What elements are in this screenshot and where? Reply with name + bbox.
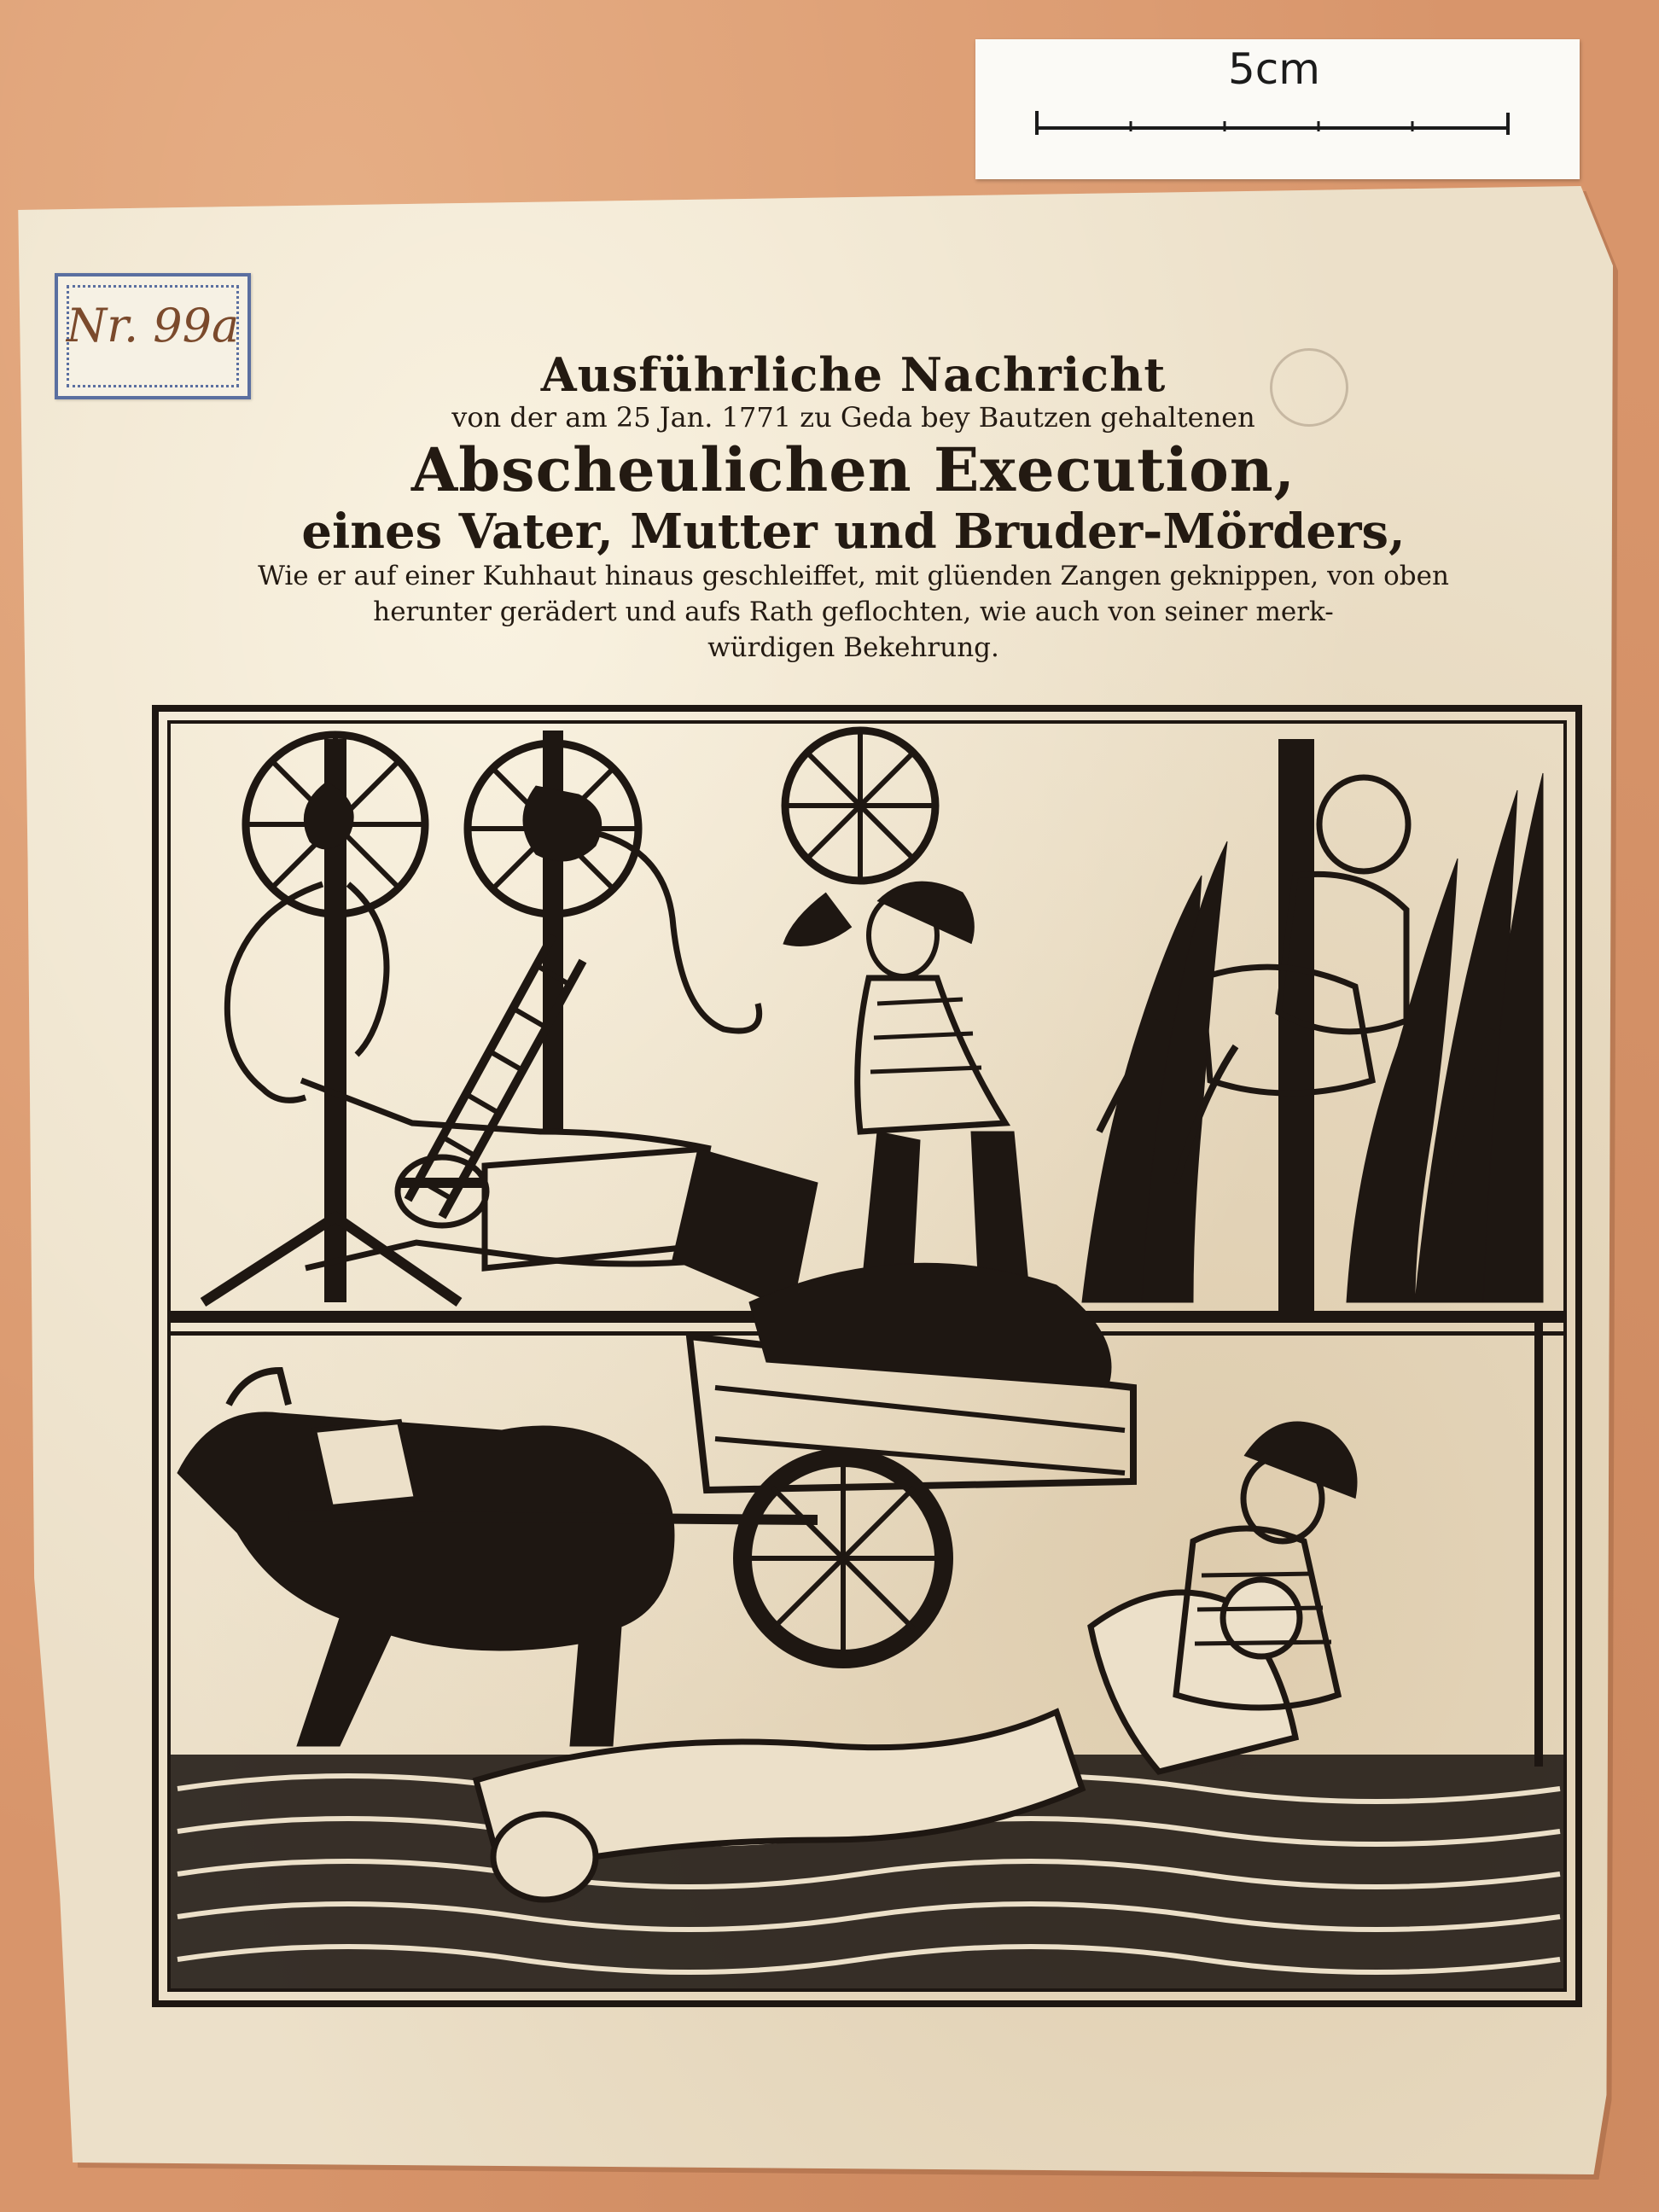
breaking-wheel-center	[408, 731, 760, 1217]
burning-stake	[1082, 739, 1543, 1311]
title-line-3: Abscheulichen Execution,	[410, 434, 1296, 505]
inventory-number: Nr. 99a	[66, 299, 240, 352]
title-line-7: würdigen Bekehrung.	[707, 632, 999, 663]
scale-card	[975, 39, 1580, 179]
title-line-6: herunter gerädert und aufs Rath geflochten, wie auch von seiner merk-	[373, 597, 1334, 627]
title-line-4: eines Vater, Mutter und Bruder-Mörders,	[301, 504, 1406, 560]
lower-frame-post	[1534, 1323, 1543, 1767]
woodcut-illustration	[152, 705, 1582, 2007]
title-line-2: von der am 25 Jan. 1771 zu Geda bey Bautzen gehaltenen	[451, 401, 1255, 434]
scale-label: 5cm	[1227, 44, 1320, 94]
title-line-5: Wie er auf einer Kuhhaut hinaus geschleiffet, mit glüenden Zangen geknippen, von oben	[258, 561, 1449, 591]
breaking-wheel-left	[203, 735, 459, 1302]
title-block	[205, 347, 1502, 666]
horse-drawn-cart	[178, 1263, 1133, 1746]
executioner-raising-wheel	[783, 731, 1031, 1311]
title-line-1: Ausführliche Nachricht	[540, 347, 1167, 402]
scale-bar	[1033, 106, 1511, 140]
